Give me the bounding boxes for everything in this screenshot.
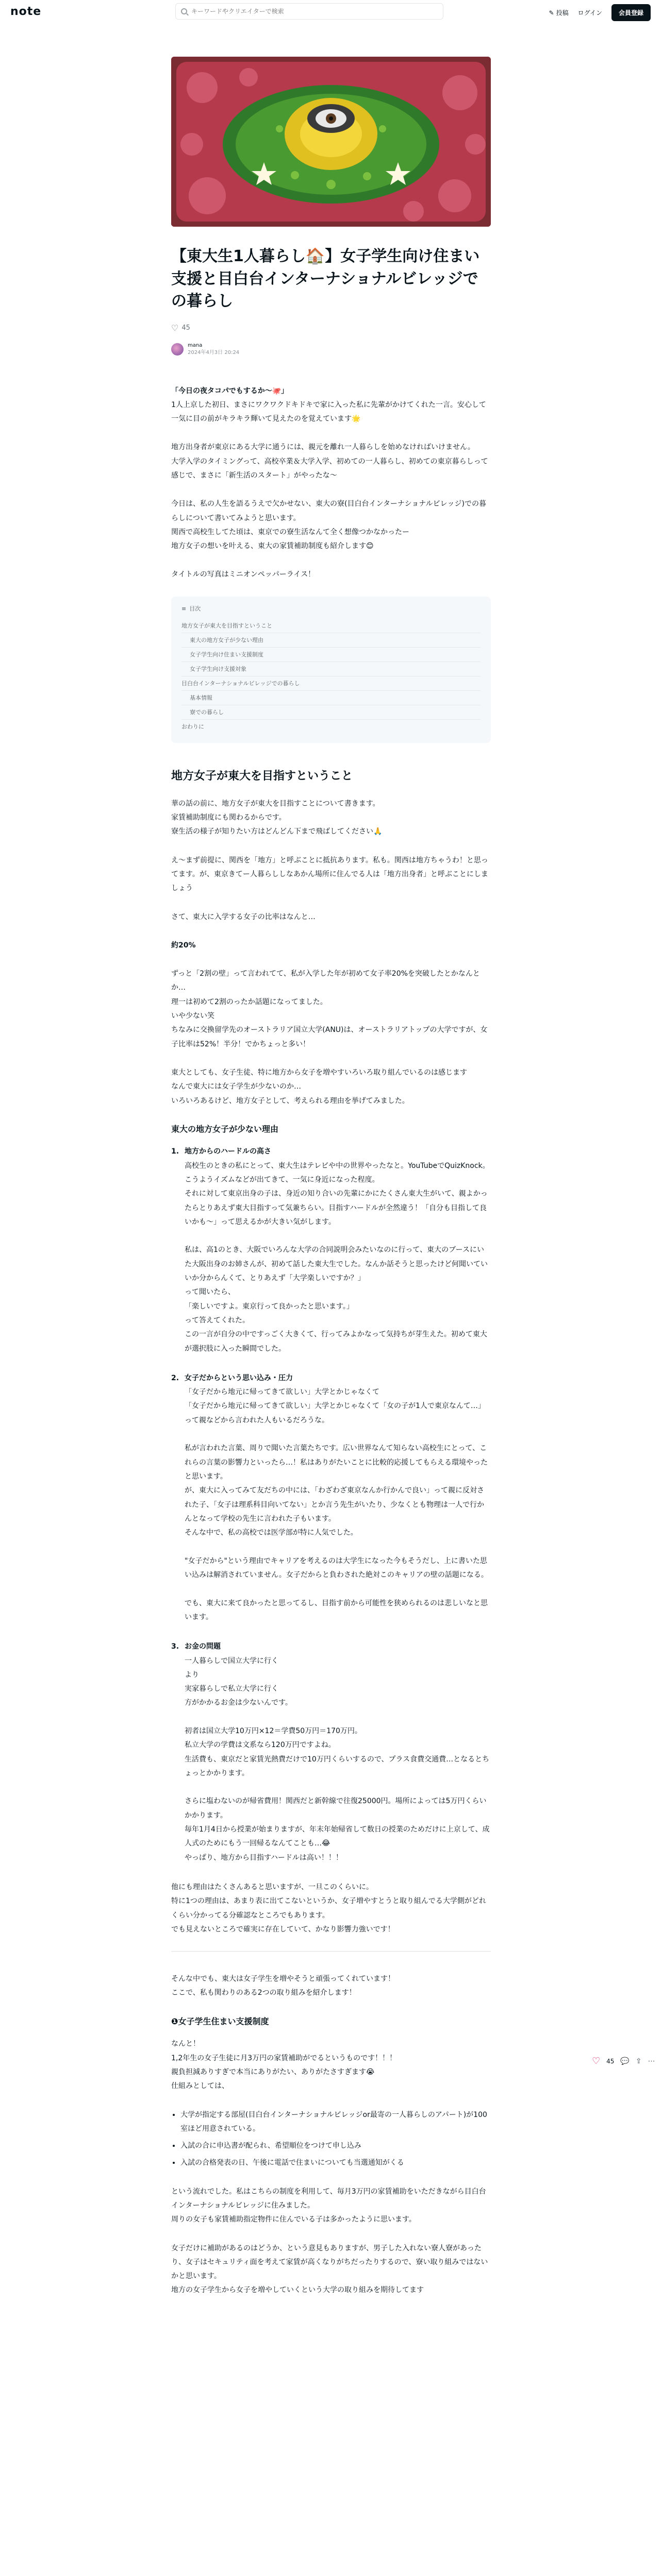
heart-icon[interactable]: ♡ — [592, 2056, 601, 2066]
section-paragraph: ずっと「2割の壁」って言われてて、私が入学した年が初めて女子率20%を突破したとかなんとか… 理一は初めて2割のったか話題になってました。 いや少ない笑 ちなみに交換留学先のオーストラリア国立大学(ANU)は、オーストラリアトップの大学ですが、女子比率は52%！半分！でかちょっと多い！ — [171, 970, 488, 1048]
post-button[interactable] — [549, 8, 569, 17]
top-header — [0, 0, 662, 23]
toc-title: 目次 — [189, 605, 201, 612]
toc-item[interactable]: 基本情報 — [181, 691, 481, 705]
section-paragraph: 東大としても、女子生徒、特に地方から女子を増やすいろいろ取り組んでいるのは感じます なんで東大には女子学生が少ないのか… いろいろあるけど、地方女子として、考えられる理由を挙げてみました。 — [171, 1068, 467, 1105]
section-paragraph: 他にも理由はたくさんあると思いますが、一旦このくらいに。 特に1つの理由は、あまり表に出てこないというか、女子増やすとうと取り組んでる大学側がどれくらい分かってる分確認なところでもあります。 でも見えないところで確実に存在していて、かなり影響力強いです！ — [171, 1883, 486, 1934]
article-title: 【東大生1人暮らし🏠】女子学生向け住まい支援と目白台インターナショナルビレッジでの暮らし — [171, 247, 480, 310]
section-heading: 地方女子が東大を目指すということ — [171, 769, 353, 783]
post-label: 投稿 — [556, 9, 569, 16]
reasons-list — [171, 1145, 491, 1865]
share-icon[interactable]: ⇪ — [635, 2057, 642, 2065]
author-avatar[interactable] — [171, 343, 184, 355]
intro-paragraph-1: 「今日の夜タコパでもするか〜🐙」 — [171, 386, 289, 395]
like-count-row[interactable] — [171, 323, 491, 333]
reason-title: 女子だからという思い込み・圧力 — [185, 1374, 293, 1382]
reason-title: 地方からのハードルの高さ — [185, 1147, 271, 1156]
toc-item[interactable]: 女子学生向け住まい支援制度 — [181, 648, 481, 662]
section-paragraph: なんと！ 1,2年生の女子生徒に月3万円の家賃補助がでるというものです！！！ 親負担減ありすぎで本当にありがたい、ありがたさすぎます😭 仕組みとしては、 — [171, 2040, 397, 2091]
hero-image — [171, 57, 491, 227]
author-row[interactable] — [171, 342, 491, 357]
toc-item[interactable]: 地方女子が東大を目指すということ — [181, 619, 481, 633]
login-button[interactable]: ログイン — [577, 9, 602, 16]
intro-paragraph-4: 今日は、私の人生を語るうえで欠かせない、東大の寮(目白台インターナショナルビレッジ)での暮らしについて書いてみようと思います。 関西で高校生してた頃は、東京での寮生活なんて全く想像つかなかったー 地方女子の想いを叶える、東大の家賃補助制度も紹介します😊 — [171, 500, 486, 551]
search-icon — [181, 8, 187, 14]
section-paragraph: さて、東大に入学する女子の比率はなんと… — [171, 912, 316, 921]
author-name[interactable]: mana — [188, 342, 203, 348]
toc-item[interactable]: 東大の地方女子が少ない理由 — [181, 633, 481, 648]
reason-text: 高校生のときの私にとって、東大生はテレビや中の世界やったなと。YouTubeでQuizKnock。こうようイズムなどが出てきて、一気に身近になった程度。 それに対して東京出身の子は、身近の知り合いの先輩にかにたくさん東大生がいて、親よかったらとりあえず東大目指すって気兼ちらい。目指すハードルが全然違う！「自分も目指して良いかも〜」って思えるかが大きい気がします。 私は、高1のとき、大阪でいろんな大学の合同説明会みたいなのに行って、東大のブースにいた大阪出身のお姉さんが、初めて話した東大生でした。なんか話そうと思ったけど何聞いていいか分からんくて、とりあえず「大学楽しいですか？」 って聞いたら、 「楽しいですよ。東京行って良かったと思います。」 って答えてくれた。 この一言が自分の中ですっごく大きくて、行ってみよかなって気持ちが芽生えた。初めて東大が選択肢に入った瞬間でした。 — [185, 1161, 490, 1353]
side-like-count: 45 — [606, 2057, 615, 2065]
list-item: • 大学が指定する部屋(目白台インターナショナルビレッジor最寄の一人暮らしのアパート)が100室ほど用意されている。 — [180, 2108, 491, 2137]
side-actions — [592, 2056, 655, 2066]
list-number: 1. — [171, 1147, 179, 1156]
toc-item[interactable]: 目白台インターナショナルビレッジでの暮らし — [181, 676, 481, 691]
reason-text: 一人暮らしで国立大学に行く より 実家暮らしで私立大学に行く 方がかかるお金は少ないんです。 初者は国立大学10万円×12＝学費50万円＝170万円。 私立大学の学費は文系なら120万円ですよね。 生活費も、東京だと家賃光熱費だけで10万円くらいするので、プラス食費交通費…となるとちょっとかかります。 さらに塩わないのが帰省費用！関西だと新幹線で往復25000円。場所によっては5万円くらいかかります。 毎年1月4日から授業が始まりますが、年末年始帰省して数日の授業のためだけに上京して、成人式のためにもう一回帰るなんてことも…😂 やっぱり、地方から目指すハードルは高い！！！ — [185, 1656, 490, 1862]
intro-paragraph-3: 地方出身者が東京にある大学に通うには、親元を離れ一人暮らしを始めなければいけません。 大学入学のタイミングって、高校卒業＆大学入学、初めての一人暮らし、初めての東京暮らしって感じで、まさに「新生活のスタート」がやったな〜 — [171, 443, 488, 480]
table-of-contents — [171, 597, 491, 743]
toc-item[interactable]: おわりに — [181, 723, 204, 730]
subsection-heading: 東大の地方女子が少ない理由 — [171, 1124, 279, 1134]
intro-paragraph-2: 1人上京した初日、まさにワクワクドキドキで家に入った私に先輩がかけてくれた一言。安心して一気に目の前がキラキラ輝いて見えたのを覚えています🌟 — [171, 400, 486, 423]
article-body — [171, 384, 491, 2298]
list-item — [171, 1145, 491, 1355]
section-paragraph: という流れでした。私はこちらの制度を利用して、毎月3万円の家賃補助をいただきながら目白台インターナショナルビレッジに住みました。 周りの女子も家賃補助指定物件に住んでいる子は多かったように思います。 — [171, 2187, 486, 2224]
article-main — [171, 57, 491, 2312]
list-item — [171, 1640, 491, 1865]
search-box[interactable] — [175, 3, 443, 20]
list-number: 3. — [171, 1642, 179, 1651]
publish-date: 2024年4月3日 20:24 — [188, 349, 240, 355]
reason-text: 「女子だから地元に帰ってきて欲しい」大学とかじゃなくて 「女子だから地元に帰ってきて欲しい」大学とかじゃなくて「女の子が1人で東京なんて…」って親などから言われた人もいるだろうな。 私が言われた言葉、周りで聞いた言葉たちです。広い世界なんて知らない高校生にとって、これらの言葉の影響力といったら…！私はありがたいことに比較的応援してもらえる環境やったと思います。 が、東大に入ってみて友だちの中には、「わざわざ東京なんか行かんで良い」って親に反対された子、「女子は理系科目向いてない」とか言う先生がいたり、少なくとも物理は一人で行かんとなって学校の先生に言われた子もいます。 そんな中で、私の高校では医学部が特に人気でした。 "女子だから"という理由でキャリアを考えるのは大学生になった今もそうだし、上に書いた思い込みは解消されていません。女子だからと負わされた絶対このキャリアの壁の話題になる。 でも、東大に来て良かったと思ってるし、目指す前から可能性を狭められるのは悲しいなと思います。 — [185, 1388, 488, 1621]
support-steps-list — [171, 2108, 491, 2171]
section-paragraph: そんな中でも、東大は女子学生を増やそうと頑張ってくれています！ ここで、私も関わりのある2つの取り組みを紹介します！ — [171, 1975, 395, 1997]
list-item: • 入試の合に申込書が配られ、希望順位をつけて申し込み — [180, 2139, 491, 2153]
subsection-heading: ❶女子学生住まい支援制度 — [171, 2016, 269, 2026]
section-paragraph: 女子だけに補助があるのはどうか、という意見もありますが、男子した入れない寮人寮があったり、女子はセキュリティ面を考えて家賃が高くなりがちだったりするので、寮い取り組みではないかと思います。 地方の女子学生から女子を増やしていくという大学の取り組みを期待してます — [171, 2244, 488, 2295]
toc-item[interactable]: 女子学生向け支援対象 — [181, 662, 481, 676]
minion-pepper-rice-image — [171, 57, 491, 227]
header-actions — [549, 4, 651, 21]
toc-header[interactable] — [181, 606, 481, 612]
search-input[interactable] — [191, 8, 428, 15]
list-number: 2. — [171, 1374, 179, 1382]
list-item — [171, 1371, 491, 1624]
signup-button[interactable]: 会員登録 — [611, 4, 651, 21]
note-logo[interactable]: note — [10, 5, 42, 18]
list-item: • 入試の合格発表の日、午後に電話で住まいについても当選通知がくる — [180, 2156, 491, 2170]
like-count: 45 — [181, 324, 190, 332]
intro-paragraph-5: タイトルの写真はミニオンペッパーライス！ — [171, 570, 316, 579]
reason-title: お金の問題 — [185, 1642, 221, 1651]
section-paragraph: え〜まず前提に、関西を「地方」と呼ぶことに抵抗あります。私も。関西は地方ちゃうわ！と思ってます。が、東京きてー人暮らししなあかん場所に住んでる人は「地方出身者」と呼ぶことにしましょう — [171, 856, 488, 893]
more-icon[interactable]: ⋯ — [648, 2057, 655, 2065]
author-info — [188, 342, 239, 357]
list-icon: ≡ — [181, 605, 187, 612]
female-ratio: 約20% — [171, 941, 196, 950]
section-paragraph: 華の話の前に、地方女子が東大を目指すことについて書きます。 家賃補助制度にも関わるからです。 寮生活の様子が知りたい方はどんどん下まで飛ばしてください🙏 — [171, 799, 383, 836]
pen-icon: ✎ — [549, 9, 554, 16]
toc-item[interactable]: 寮での暮らし — [181, 705, 481, 720]
comment-icon[interactable]: 💬 — [620, 2057, 630, 2065]
heart-outline-icon[interactable]: ♡ — [171, 323, 179, 333]
divider — [171, 1951, 491, 1952]
